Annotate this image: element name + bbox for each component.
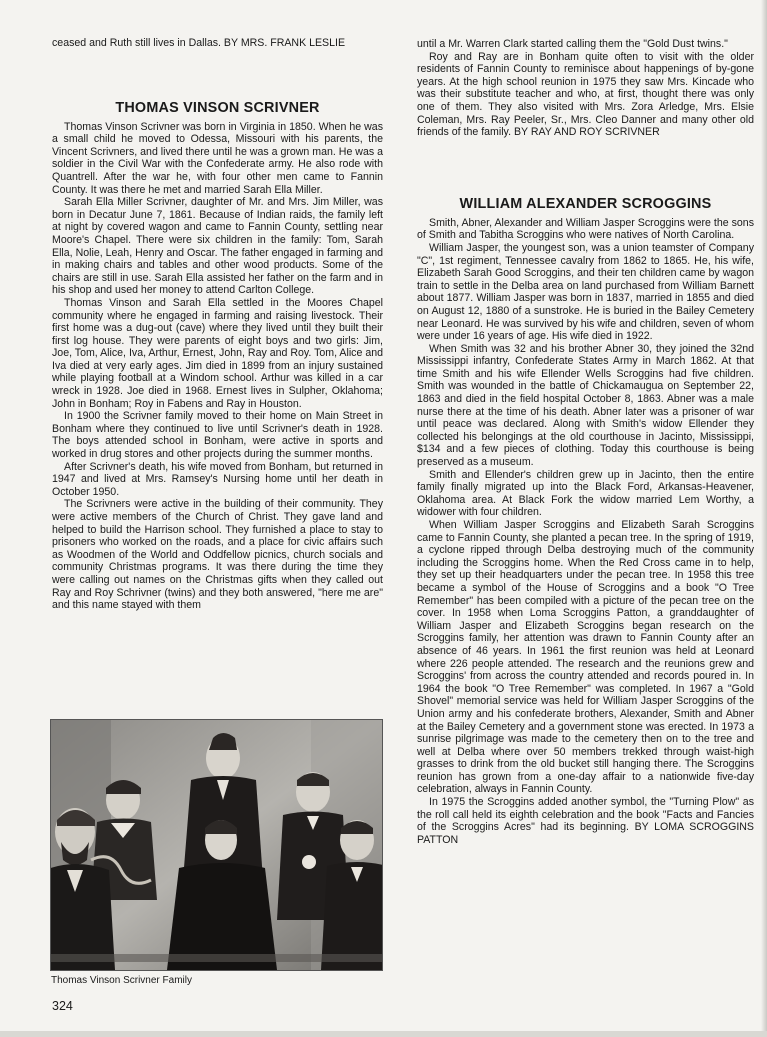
scrivner-paragraph: Sarah Ella Miller Scrivner, daughter of Mr. and Mrs. Jim Miller, was born in Decatur June 7, 1861. Because of Indian raids, the family left at night by covered wagon and came to Fannin County, settling near Moore's Chapel. There were six children in the family: Tom, Sarah Ella, Nolie, Leah, Henry and Oscar. The father engaged in farming and in making chairs and tables and other wood products. Some of the chairs are still in use. Sarah Ella assisted her father on the farm and in his shop and used her money to attend Carlton College. [52,196,383,297]
scroggins-paragraph: In 1975 the Scroggins added another symbol, the "Turning Plow" as the roll call held its eighth celebration and the book "Facts and Fancies of the Scroggins Acres" had its beginning. BY LOMA SCROGGINS PATTON [417,796,754,846]
scroggins-paragraph: Smith, Abner, Alexander and William Jasper Scroggins were the sons of Smith and Tabitha Scroggins who were natives of North Carolina. [417,216,754,242]
scroggins-paragraph: When Smith was 32 and his brother Abner 30, they joined the 32nd Mississippi infantry, Confederate States Army in March 1862. At that time Smith and his wife Ellender Wells Scroggins had five children. Smith was wounded in the battle of Chickamaugua on September 22, 1863 and died in the field hospital October 8, 1863. Abner was a male nurse there at the time of his death. Abner later was a prisoner of war until peace was declared. Along with Smith's widow Ellender they collected his belongings at the old courthouse in Jacinto, Mississippi, $134 and a few pieces of clothing. Today this courthouse is being preserved as a museum. [417,342,754,469]
photo-caption: Thomas Vinson Scrivner Family [51,975,192,986]
scrivner-heading: THOMAS VINSON SCRIVNER [115,99,320,116]
scrivner-paragraph: In 1900 the Scrivner family moved to their home on Main Street in Bonham where they continued to live until Scrivner's death in 1928. The boys attended school in Bonham, were active in sports and worked in drug stores and other projects during the summer months. [52,410,383,461]
left-intro-text: ceased and Ruth still lives in Dallas. BY MRS. FRANK LESLIE [52,37,346,49]
scroggins-paragraph: Smith and Ellender's children grew up in Jacinto, then the entire family finally migrated up into the Black Ford, Arkansas-Heavener, Oklahoma area. At Black Fork the widow married Lem Worthy, a widower with four children. [417,468,754,519]
left-column [52,37,383,612]
page-bottom-edge [0,1031,767,1037]
scrivner-paragraph: The Scrivners were active in the building of their community. They were active members of the Church of Christ. They gave land and helped to build the Harrison school. They furnished a place to stay to prisoners who worked on the roads, and a place for civic affairs such as Woodmen of the World and Oddfellow picnics, church socials and community Christmas programs. It was there during the time they were calling out names on the Christmas gifts when they called out Ray and Roy Schrivner (twins) and they both answered, "here me are" and this name stayed with them [52,498,383,612]
scroggins-heading: WILLIAM ALEXANDER SCROGGINS [459,195,712,212]
right-column [417,38,754,846]
family-photo [50,719,383,971]
scrivner-paragraph: Thomas Vinson and Sarah Ella settled in the Moores Chapel community where he engaged in farming and raising livestock. Their first home was a dug-out (cave) where they lived until they built their first log house. They were parents of eight boys and two girls: Jim, Joe, Tom, Alice, Iva, Arthur, Ernest, John, Ray and Roy. Tom, Alice and Iva died at very early ages. Jim died in 1899 from an injury sustained while playing football at a Windom school. Arthur was killed in a car wreck in 1928. Joe died in 1968. Ernest lives in Sulpher, Oklahoma; John in Bonham; Roy in Fabens and Ray in Houston. [52,296,383,410]
right-intro-paragraph: Roy and Ray are in Bonham quite often to visit with the older residents of Fannin County to reminisce about happenings of by-gone years. At the high school reunion in 1975 they saw Mrs. Kincade who was their substitute teacher and who, at first, thought there was only one of them. They also visited with Mrs. Zora Arledge, Mrs. Elsie Coleman, Mrs. Ray Peeler, Sr., Mrs. Cleo Danner and many other old friends of the family. BY RAY AND ROY SCRIVNER [417,50,754,139]
scroggins-paragraph: When William Jasper Scroggins and Elizabeth Sarah Scroggins came to Fannin County, she planted a pecan tree. In the spring of 1919, a cyclone ripped through Delba destroying much of the community including the Scroggins home. When the Red Cross came in to help, they set up their headquarters under the pecan tree. In 1958 this tree became a symbol of the House of Scroggins and a book "O Tree Remember" has been compiled with a picture of the pecan tree on the cover. In 1958 when Loma Scroggins Patton, a granddaughter of William Jasper and Elizabeth Scroggins began research on the Scroggins family, her attention was drawn to Fannin County after an absence of 46 years. In 1961 the first reunion was held at Leonard where 226 people attended. The research and the reunions grew and Scroggins' from across the country attended and records poured in. In 1964 the book "O Tree Remember" was completed. In 1967 a "Gold Shovel" memorial service was held for William Jasper Scroggins of the Union army and his confederate brothers, Alexander, Smith and Abner at the Bailey Cemetery and a government stone was erected. In 1973 a sunrise pilgrimage was made to the cemetery then on to the tree and well at Delba where over 50 members trekked through waist-high grasses to drink from the old bucket still hanging there. The Scroggins reunion has grown from a one-day affair to a nationwide five-day celebration, always in Fannin County. [417,519,754,796]
page-edge-shadow [761,0,767,1037]
scrivner-paragraph: After Scrivner's death, his wife moved from Bonham, but returned in 1947 and lived at Mrs. Ramsey's Nursing home until her death in October 1950. [52,460,383,498]
scroggins-paragraph: William Jasper, the youngest son, was a union teamster of Company "C", 1st regiment, Tennessee cavalry from 1862 to 1865. He, his wife, Elizabeth Sarah Good Scroggins, and their ten children came by wagon train to settle in the Delba area on land purchased from William Barnett about 1877. William Jasper was born in 1837, married in 1855 and died on August 12, 1880 of a sunstroke. He is buried in the Bailey Cemetery near Leonard. He was survived by his wife and children, seven of whom were under 16 years of age. His wife died in 1922. [417,241,754,343]
page-number: 324 [52,999,73,1013]
scrivner-paragraph: Thomas Vinson Scrivner was born in Virginia in 1850. When he was a small child he moved to Odessa, Missouri with his parents, the Vincent Scrivners, and lived there until he was a grown man. He was a soldier in the Civil War with the Confederate army. He also rode with Quantrell. After the war he, with four other men came to Fannin County. It was there he met and married Sarah Ella Miller. [52,120,383,196]
right-intro-paragraph: until a Mr. Warren Clark started calling them the "Gold Dust twins." [417,38,728,50]
